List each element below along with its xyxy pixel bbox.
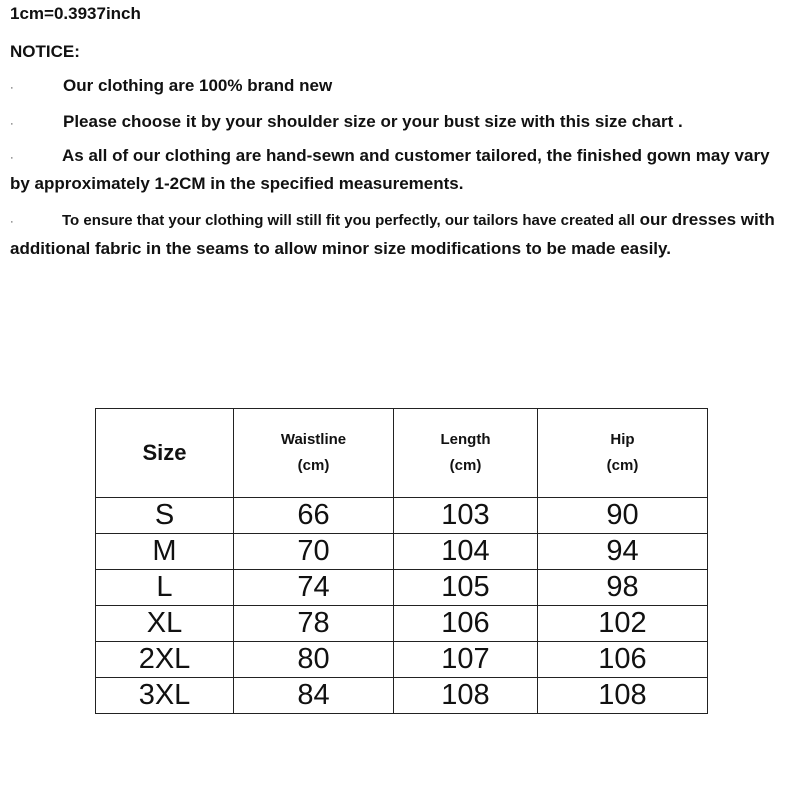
table-row — [96, 678, 708, 714]
bullet-dot: · — [10, 82, 14, 94]
bullet-dot: · — [10, 118, 14, 130]
cell-hip: 102 — [538, 606, 708, 642]
cell-size: 3XL — [96, 678, 234, 714]
cell-hip: 98 — [538, 570, 708, 606]
cell-length: 106 — [394, 606, 538, 642]
cell-size: L — [96, 570, 234, 606]
cell-hip: 108 — [538, 678, 708, 714]
notice-fit: To ensure that your clothing will still fit you perfectly, our tailors have created all our dresses with additional fabric in the seams to allow minor size modifications to be made easily. — [10, 210, 775, 258]
cell-hip: 90 — [538, 498, 708, 534]
notice-title: NOTICE: — [10, 42, 80, 61]
notice-brand-new: Our clothing are 100% brand new — [63, 76, 333, 95]
table-row — [96, 642, 708, 678]
cell-waistline: 84 — [234, 678, 394, 714]
header-length: Length (cm) — [394, 409, 538, 498]
cell-length: 108 — [394, 678, 538, 714]
table-row — [96, 534, 708, 570]
bullet-dot: · — [10, 216, 14, 228]
cell-waistline: 70 — [234, 534, 394, 570]
cell-hip: 106 — [538, 642, 708, 678]
table-header-row — [96, 409, 708, 498]
cell-length: 104 — [394, 534, 538, 570]
conversion-note: 1cm=0.3937inch — [10, 4, 141, 23]
header-size: Size — [96, 409, 234, 498]
table-row — [96, 606, 708, 642]
table-row — [96, 498, 708, 534]
cell-hip: 94 — [538, 534, 708, 570]
cell-length: 107 — [394, 642, 538, 678]
cell-waistline: 80 — [234, 642, 394, 678]
header-hip: Hip (cm) — [538, 409, 708, 498]
cell-waistline: 74 — [234, 570, 394, 606]
cell-size: XL — [96, 606, 234, 642]
notice-size-choice: Please choose it by your shoulder size or your bust size with this size chart . — [63, 112, 683, 131]
cell-size: M — [96, 534, 234, 570]
cell-waistline: 66 — [234, 498, 394, 534]
cell-waistline: 78 — [234, 606, 394, 642]
cell-length: 105 — [394, 570, 538, 606]
bullet-dot: · — [10, 152, 14, 164]
size-chart-table — [95, 408, 708, 714]
cell-size: S — [96, 498, 234, 534]
cell-size: 2XL — [96, 642, 234, 678]
header-waistline: Waistline (cm) — [234, 409, 394, 498]
table-row — [96, 570, 708, 606]
notice-tailored: As all of our clothing are hand-sewn and customer tailored, the finished gown may vary by approximately 1-2CM in the specified measurements. — [10, 146, 770, 193]
cell-length: 103 — [394, 498, 538, 534]
